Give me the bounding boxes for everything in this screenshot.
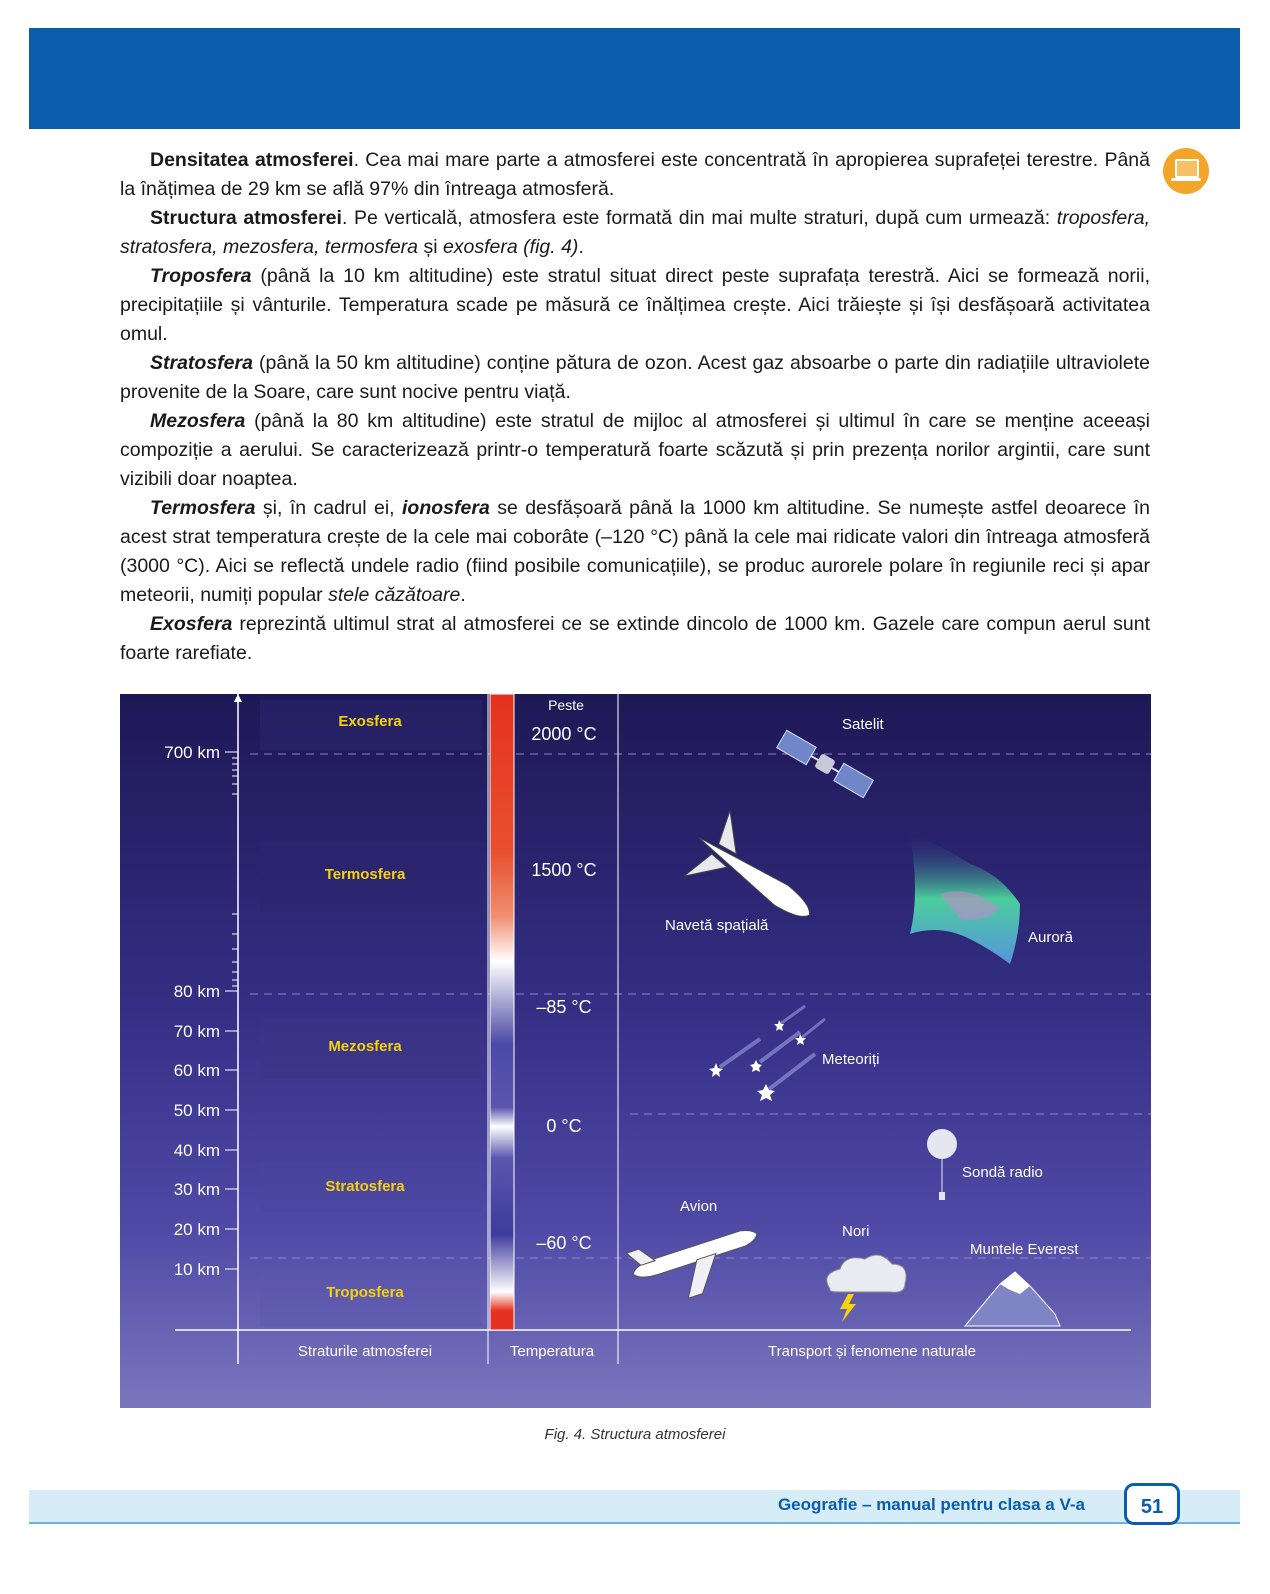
temp-label: 0 °C [546,1116,582,1136]
altitude-label: 50 km [173,1101,220,1120]
paragraph-mezosfera: Mezosfera (până la 80 km altitudine) este stratul de mijloc al atmosferei și ultimul în care se menține aceeași compoziție a aerului. Se caracterizează printr-o temperatură foarte scăzută și prin prezența norilor argintii, care sunt vizibili doar noaptea. [120,410,1150,490]
temp-label: 1500 °C [531,860,597,880]
temp-peste: Peste [548,697,584,713]
altitude-label: 70 km [173,1022,220,1041]
page-number: 51 [1124,1483,1180,1525]
altitude-label: 30 km [173,1180,220,1199]
altitude-label: 20 km [173,1220,220,1239]
column-straturi: Straturile atmosferei [297,1343,433,1360]
label-avion: Avion [680,1198,718,1215]
label-sonda: Sondă radio [962,1164,1043,1181]
altitude-label: 700 km [164,743,220,762]
altitude-label: 10 km [173,1260,220,1279]
label-everest: Muntele Everest [970,1241,1079,1258]
label-satelit: Satelit [842,716,884,733]
layer-exosfera: Exosfera [338,713,402,730]
body-text [120,146,1150,668]
atmosphere-figure [120,694,1151,1408]
label-meteoriti: Meteoriți [822,1051,880,1068]
label-nori: Nori [842,1223,870,1240]
layer-termosfera: Termosfera [324,866,406,883]
paragraph-density: Densitatea atmosferei. Cea mai mare parte a atmosferei este concentrată în apropierea suprafeței terestre. Până la înățimea de 29 km se află 97% din întreaga atmosferă. [120,149,1150,200]
label-aurora: Auroră [1028,929,1074,946]
paragraph-exosfera: Exosfera reprezintă ultimul strat al atmosferei ce se extinde dincolo de 1000 km. Gazele care compun aerul sunt foarte rarefiate. [120,613,1150,664]
altitude-label: 40 km [173,1141,220,1160]
computer-icon [1163,148,1209,194]
header-bar [29,28,1240,129]
temp-label: –60 °C [536,1233,592,1253]
paragraph-stratosfera: Stratosfera (până la 50 km altitudine) conține pătura de ozon. Acest gaz absoarbe o parte din radiațiile ultraviolete provenite de la Soare, care sunt nocive pentru viață. [120,352,1150,403]
temp-label: 2000 °C [531,724,597,744]
paragraph-structure: Structura atmosferei. Pe verticală, atmosfera este formată din mai multe straturi, după cum urmează: troposfera, stratosfera, mezosfera, termosfera și exosfera (fig. 4). [120,207,1150,258]
footer-book-title: Geografie – manual pentru clasa a V-a [777,1495,1085,1514]
temp-label: –85 °C [536,997,592,1017]
thermometer-bar [490,694,514,1330]
column-temperatura: Temperatura [509,1343,595,1360]
column-fenomene: Transport și fenomene naturale [768,1343,976,1360]
layer-stratosfera: Stratosfera [325,1178,405,1195]
paragraph-termosfera: Termosfera și, în cadrul ei, ionosfera se desfășoară până la 1000 km altitudine. Se numește astfel deoarece în acest strat temperatura crește de la cele mai coborâte (–120 °C) până la cele mai ridicate valori din întreaga atmosferă (3000 °C). Aici se reflectă undele radio (fiind posibile comunicațiile), se produc aurorele polare în regiunile reci și apar meteorii, numiți popular stele căzătoare. [120,497,1150,606]
figure-caption: Fig. 4. Structura atmosferei [544,1426,726,1443]
layer-troposfera: Troposfera [326,1284,404,1301]
paragraph-troposfera: Troposfera (până la 10 km altitudine) este stratul situat direct peste suprafața terestră. Aici se formează norii, precipitațiile și vânturile. Temperatura scade pe măsură ce înălțimea crește. Aici trăiește și își desfășoară activitatea omul. [120,265,1150,345]
altitude-label: 80 km [173,982,220,1001]
layer-mezosfera: Mezosfera [328,1038,402,1055]
label-naveta: Navetă spațială [665,917,769,934]
altitude-label: 60 km [173,1061,220,1080]
